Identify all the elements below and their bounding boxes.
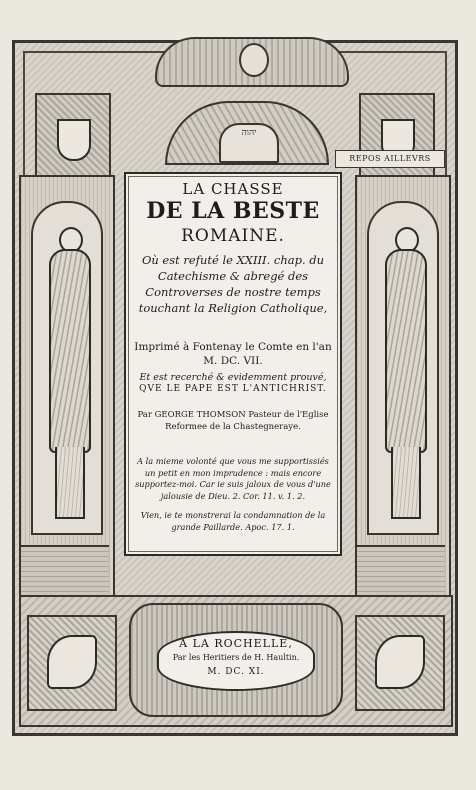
title-line-3: ROMAINE. <box>181 226 285 246</box>
allegorical-figure-left <box>47 227 87 517</box>
printing-note: Imprimé à Fontenay le Comte en l'an M. DC. VII. <box>134 341 332 367</box>
left-pedestal <box>21 545 109 597</box>
imprint-year: M. DC. XI. <box>207 667 265 677</box>
epigraph-apocalypse: Vien, ie te monstrerai la condamnation de la grande Paillarde. Apoc. 17. 1. <box>140 510 326 532</box>
imprint-publisher: Par les Heritiers de H. Haultin. <box>172 653 300 662</box>
shield-icon <box>57 119 91 161</box>
left-niche <box>31 201 103 535</box>
figure-legs <box>391 447 421 519</box>
tetragrammaton: יהוה <box>241 128 257 138</box>
subtitle: Où est refuté le XXIII. chap. du Catechisme & abregé des Controverses de nostre temps touchant la Religion Catholique, <box>138 253 328 315</box>
imprint-cartouche <box>129 603 343 717</box>
base-panel <box>19 595 453 727</box>
title-panel <box>124 172 342 556</box>
figure-robe <box>385 249 427 453</box>
top-cartouche <box>155 37 349 87</box>
dragon-icon <box>375 635 425 689</box>
coat-of-arms-left <box>35 93 111 181</box>
dragon-emblem <box>355 615 445 711</box>
author-line: Par GEORGE THOMSON Pasteur de l'Eglise Reformee de la Chastegneraye. <box>137 410 329 432</box>
law-tablet <box>219 123 279 163</box>
thesis-line: QVE LE PAPE EST L'ANTICHRIST. <box>139 384 327 394</box>
epigraph-corinthians: A la mieme volonté que vous me supportissiés un petit en mon imprudence : mais encore supportez-moi. Car ie suis jaloux de vous d'une jalousie de Dieu. 2. Cor. 11. v. 1. 2. <box>135 456 331 501</box>
title-line-2: DE LA BESTE <box>146 198 320 224</box>
figure-legs <box>55 447 85 519</box>
motto-banner: REPOS AILLEVRS <box>335 150 445 168</box>
crossed-tools-emblem <box>27 615 117 711</box>
imprint-place: A LA ROCHELLE, <box>179 637 293 650</box>
instruments-icon <box>47 635 97 689</box>
mask-ornament-icon <box>239 43 269 77</box>
imprint-oval <box>157 631 315 691</box>
right-pedestal <box>357 545 445 597</box>
allegorical-figure-right <box>383 227 423 517</box>
right-column <box>355 175 451 599</box>
proof-line: Et est recerché & evidemment prouvé, <box>139 372 327 383</box>
figure-robe <box>49 249 91 453</box>
left-column <box>19 175 115 599</box>
right-niche <box>367 201 439 535</box>
title-line-1: LA CHASSE <box>182 180 284 198</box>
